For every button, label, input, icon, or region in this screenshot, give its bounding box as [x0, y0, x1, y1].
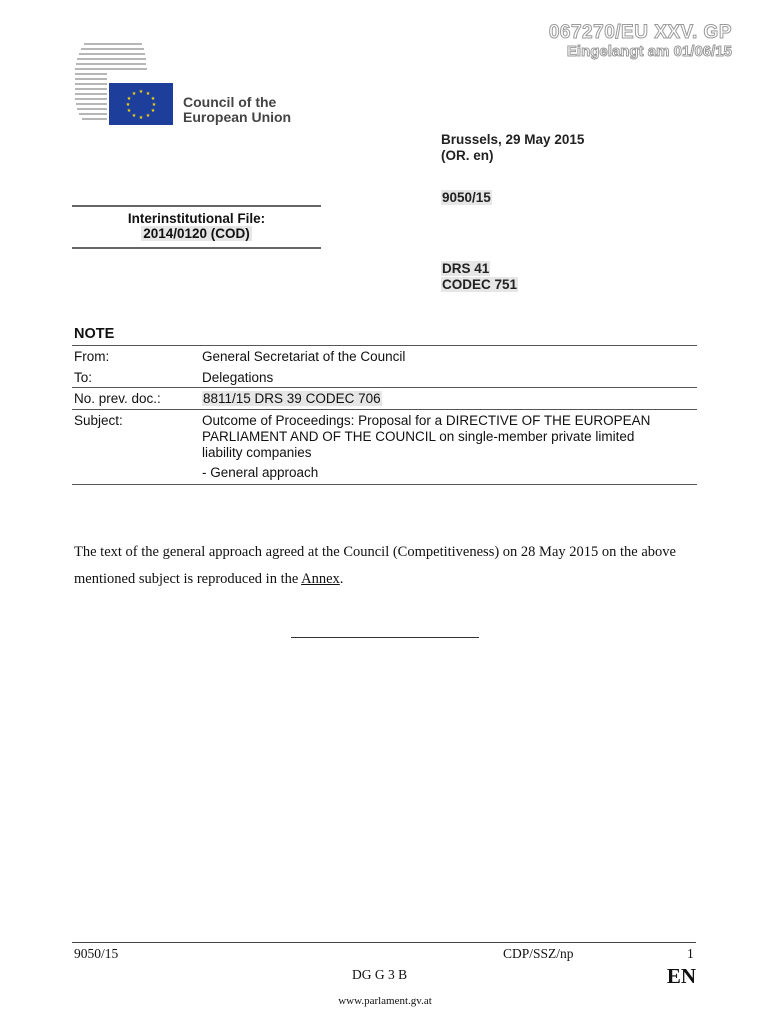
svg-text:★: ★: [145, 113, 151, 119]
footer-doc-number: 9050/15: [74, 946, 119, 961]
subject-line: liability companies: [202, 445, 312, 460]
note-title: NOTE: [74, 326, 115, 342]
original-language: (OR. en): [441, 148, 494, 163]
svg-text:★: ★: [131, 91, 137, 97]
organization-name: [183, 95, 291, 125]
svg-text:★: ★: [138, 115, 144, 121]
code-drs: DRS 41: [442, 261, 490, 276]
place-date: Brussels, 29 May 2015: [441, 132, 585, 147]
svg-text:★: ★: [138, 89, 144, 95]
eu-flag-icon: [109, 83, 173, 125]
code-codec: CODEC 751: [442, 277, 518, 292]
from-label: From:: [74, 349, 110, 364]
interinstitutional-file-value: 2014/0120 (COD): [143, 226, 250, 241]
footer-page-number: 1: [687, 946, 694, 961]
to-label: To:: [74, 370, 93, 385]
svg-text:★: ★: [150, 108, 156, 114]
subject-label: Subject:: [74, 413, 123, 428]
from-value: General Secretariat of the Council: [202, 349, 406, 364]
svg-text:★: ★: [131, 113, 137, 119]
document-number: 9050/15: [442, 190, 491, 205]
footer-rule: [72, 942, 696, 943]
note-rule-top: [72, 345, 697, 346]
parliament-stamp-date: Eingelangt am 01/06/15: [566, 43, 732, 60]
prev-doc-value: 8811/15 DRS 39 CODEC 706: [203, 391, 381, 406]
svg-text:★: ★: [126, 108, 132, 114]
interinstitutional-file-label: Interinstitutional File:: [127, 211, 266, 226]
footer-website: www.parlament.gv.at: [338, 995, 432, 1007]
to-value: Delegations: [202, 370, 274, 385]
footer-language: EN: [666, 964, 696, 988]
note-rule-mid: [72, 387, 697, 388]
parliament-stamp-number: 067270/EU XXV. GP: [548, 22, 732, 43]
note-rule-subject: [72, 409, 697, 410]
note-rule-bottom: [72, 484, 697, 485]
subject-line: PARLIAMENT AND OF THE COUNCIL on single-member private limited: [202, 429, 635, 444]
organization-name-line1: Council of the: [183, 94, 277, 110]
annex-link[interactable]: Annex: [301, 571, 340, 587]
svg-text:★: ★: [145, 91, 151, 97]
svg-text:★: ★: [125, 102, 131, 108]
council-logo: [74, 40, 178, 126]
svg-text:★: ★: [151, 102, 157, 108]
subject-value: [202, 413, 650, 481]
organization-name-line2: European Union: [183, 109, 292, 125]
separator-line: [291, 637, 479, 638]
body-paragraph: The text of the general approach agreed at the Council (Competitiveness) on 28 May 2015 on the above mentioned subject is reproduced in the Annex.: [74, 544, 676, 587]
footer-reference: CDP/SSZ/np: [503, 946, 574, 961]
svg-text:★: ★: [150, 96, 156, 102]
prev-doc-label: No. prev. doc.:: [74, 391, 161, 406]
svg-text:★: ★: [126, 96, 132, 102]
subject-line: - General approach: [202, 465, 319, 480]
subject-line: Outcome of Proceedings: Proposal for a DIRECTIVE OF THE EUROPEAN: [202, 413, 651, 428]
footer-directorate: DG G 3 B: [352, 967, 408, 982]
interinstitutional-file-box: [72, 205, 321, 249]
